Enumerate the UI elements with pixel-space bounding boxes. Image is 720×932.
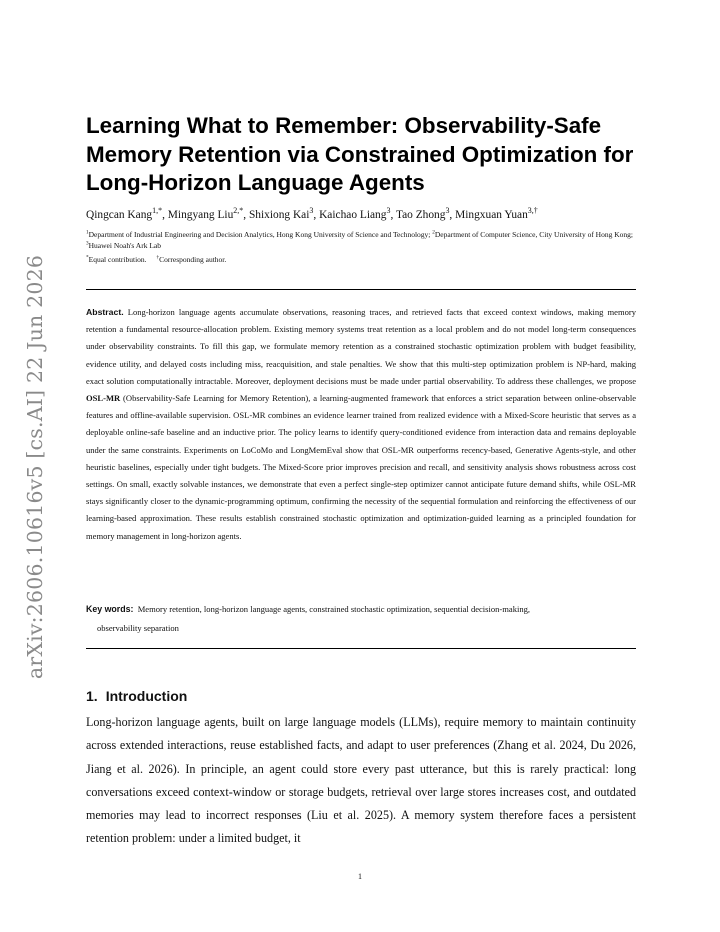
keywords: Key words: Memory retention, long-horizon language agents, constrained stochastic optimization, sequential decision-making, observability separation	[86, 604, 531, 633]
affiliation: Huawei Noah's Ark Lab	[88, 240, 161, 250]
author: Mingyang Liu$^{2,*}$,	[167, 206, 249, 221]
author: Kaichao Liang$^3$,	[319, 206, 396, 221]
author: Qingcan Kang$^{1,*}$,	[86, 206, 168, 221]
top-divider	[86, 289, 636, 290]
arxiv-identifier-text: arXiv:2606.10616v5 [cs.AI] 22 Jun 2026	[23, 254, 47, 680]
equal-contribution-note: Equal contribution.	[88, 255, 147, 264]
keywords-label: Key words:	[86, 604, 134, 614]
arxiv-identifier-stamp[interactable]	[20, 254, 50, 680]
introduction-paragraph: Long-horizon language agents, built on large language models (LLMs), require memory to maintain continuity across extended interactions, reuse established facts, and adapt to user preferences (Zhang et al. 2024, Du 2026, Jiang et al. 2026). In principle, an agent could store every past utterance, but this is rarely practical: long conversations exceed context-window or storage budgets, retrieval over large stores increases cost, and outdated memories may lead to incorrect responses (Liu et al. 2025). A memory system therefore faces a persistent retention problem: under a limited budget, it	[86, 715, 636, 846]
method-name: OSL-MR	[86, 393, 121, 404]
bottom-divider	[86, 648, 636, 649]
author: Tao Zhong$^3$,	[395, 206, 456, 221]
author-notes: *Equal contribution. †Corresponding author.	[86, 254, 227, 264]
author-list	[86, 208, 646, 222]
abstract-label: Abstract.	[86, 307, 124, 317]
page-number: 1	[358, 872, 362, 881]
corresponding-author-note: Corresponding author.	[159, 255, 227, 264]
affiliation: Department of Computer Science, City University of Hong Kong;	[434, 230, 633, 239]
affiliations: $^1$Department of Industrial Engineering and Decision Analytics, Hong Kong University of Science and Technology; $^2$Department of Computer Science, City University of Hong Kong; $^3$Huawei Noah's Ark Lab	[86, 229, 633, 250]
paper-title: Learning What to Remember: Observability-Safe Memory Retention via Constrained Optimization for Long-Horizon Language Agents	[86, 113, 634, 195]
abstract: Abstract. Long-horizon language agents accumulate observations, reasoning traces, and retrieved facts that exceed context windows, making memory retention a fundamental resource-allocation problem. Existing memory systems treat retention as a local problem and do not model long-term consequences under observability constraints. To fill this gap, we formulate memory retention as a constrained stochastic optimization problem with budget feasibility, evidence utility, and delayed costs including miss, reacquisition, and stale penalties. We show that this multi-step optimization problem is NP-hard, making exact solution computationally intractable. Moreover, deployment decisions must be made under partial observability. To address these challenges, we propose OSL-MR (Observability-Safe Learning for Memory Retention), a learning-augmented framework that enforces a strict separation between online-observable features and offline-available supervision. OSL-MR combines an evidence learner trained from realized evidence with a Mixed-Score heuristic that serves as a deployable online-safe baseline and an inductive prior. The policy learns to identify query-conditioned evidence from interaction data and remains deployable under the same constraints. Experiments on LoCoMo and LongMemEval show that OSL-MR outperforms recency-based, Generative Agents-style, and other heuristic baselines, especially under tight budgets. The Mixed-Score prior improves precision and recall, and sensitivity analysis shows robustness across cost settings. On small, exactly solvable instances, we demonstrate that even a perfect single-step optimizer cannot anticipate future demand shifts, while OSL-MR stays significantly closer to the dynamic-programming optimum, confirming the necessity of the sequential formulation and reinforcing the effectiveness of our learning-based approximation. These results establish constrained stochastic optimization and optimization-guided learning as a principled foundation for memory management in long-horizon agents.	[86, 307, 636, 541]
affiliation: Department of Industrial Engineering and Decision Analytics, Hong Kong University of Science and Technology;	[88, 230, 433, 239]
author: Shixiong Kai$^3$,	[248, 206, 320, 221]
author: Mingxuan Yuan$^{3,\dagger}$	[455, 206, 538, 221]
section-heading: 1. Introduction	[86, 688, 188, 704]
